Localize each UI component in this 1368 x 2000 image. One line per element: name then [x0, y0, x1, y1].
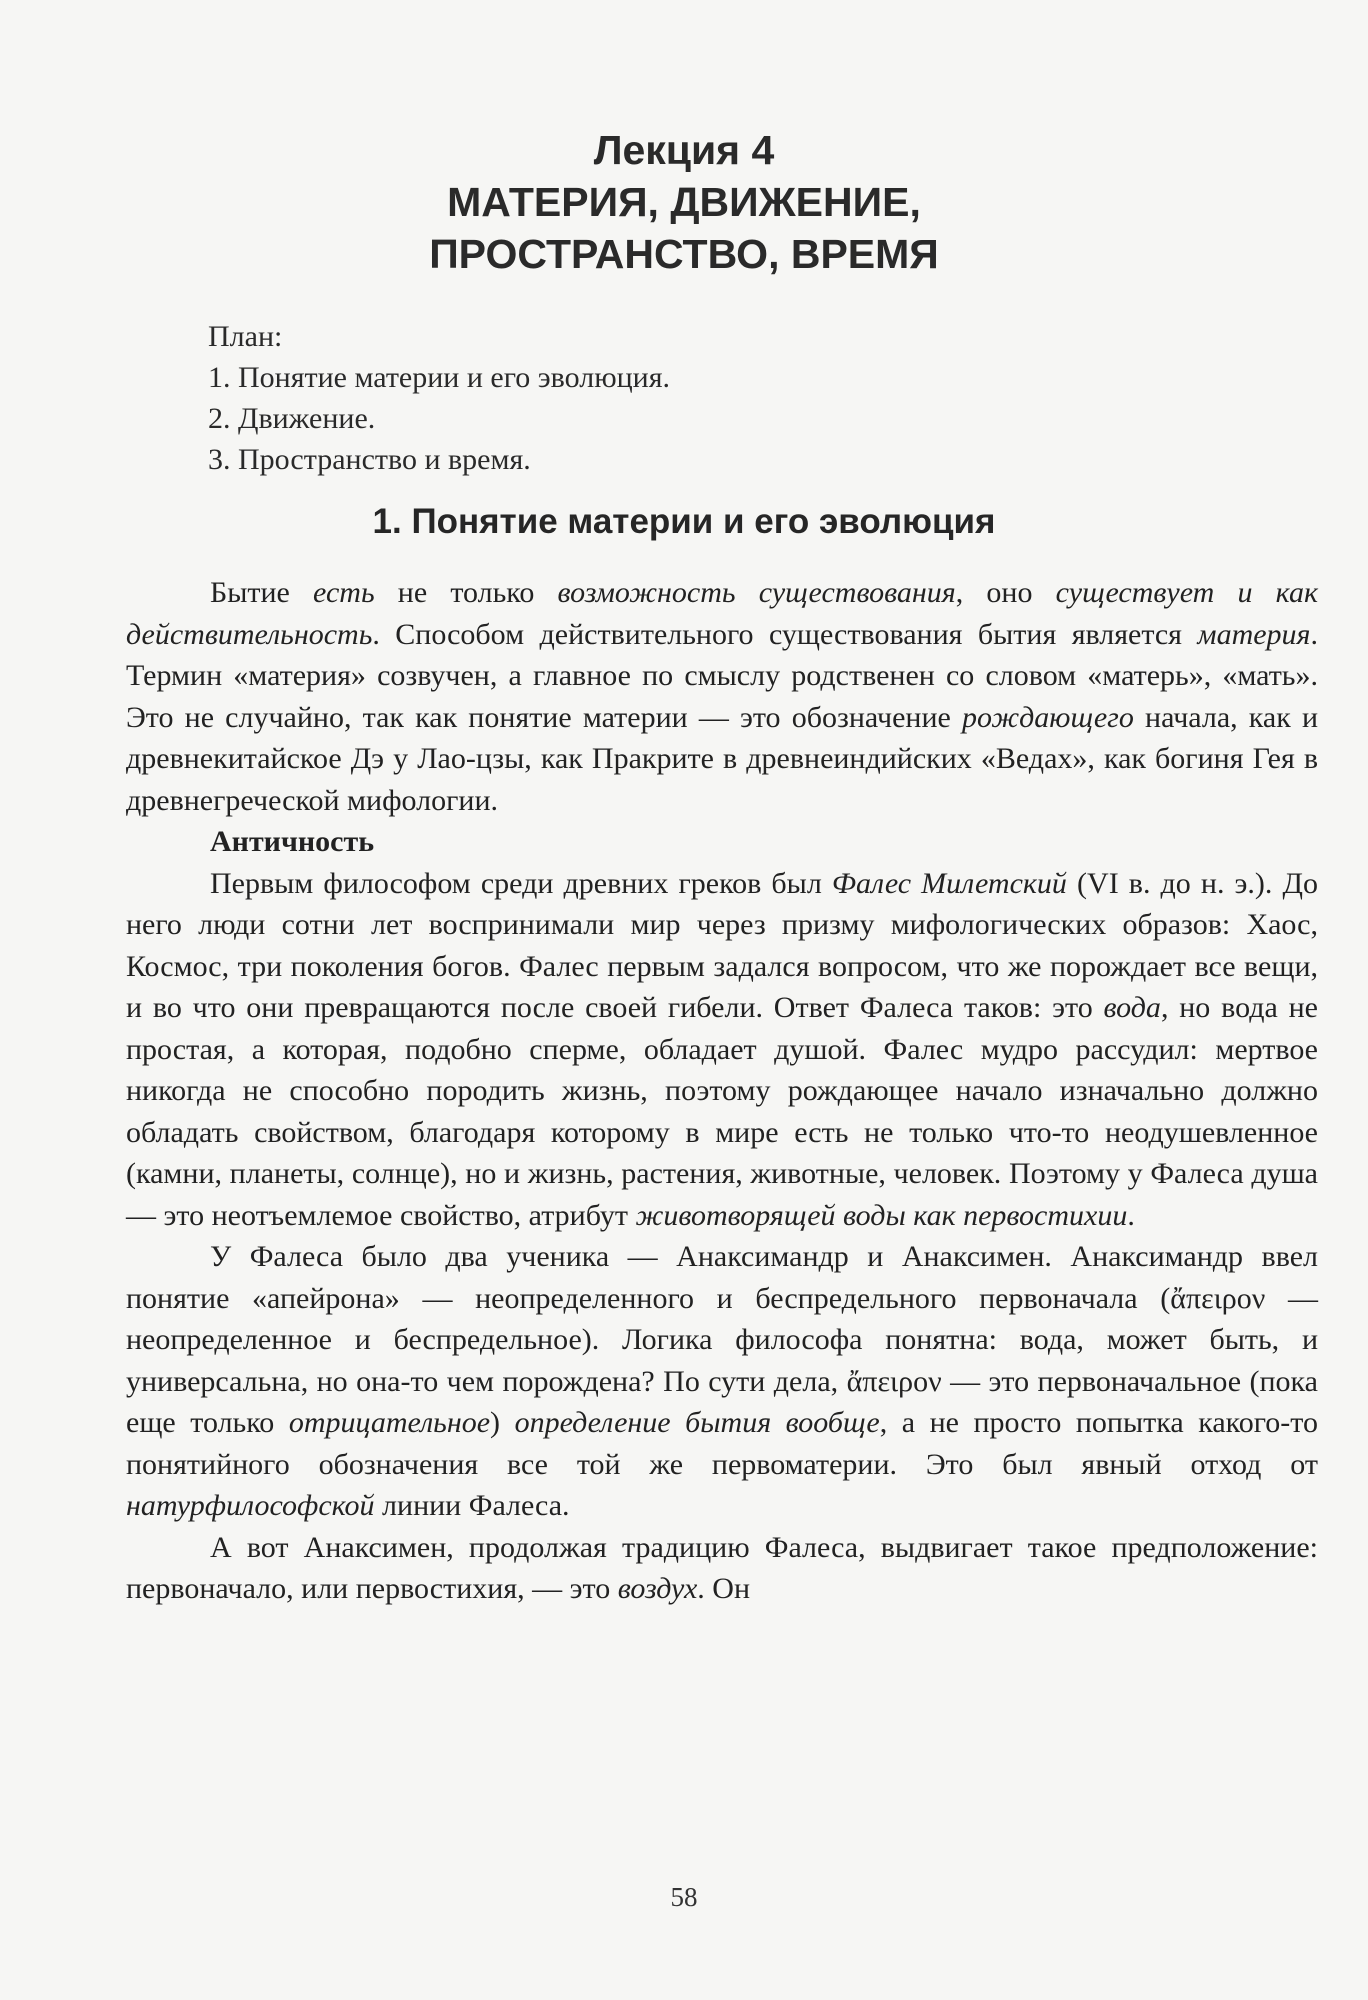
paragraph-1: Бытие есть не только возможность существования, оно существует и как действительность. Способом действительного существования бытия является материя. Термин «материя» созвучен, а главное по смыслу родственен со словом «матерь», «мать». Это не случайно, так как понятие материи — это обозначение рождающего начала, как и древнекитайское Дэ у Лао-цзы, как Пракрите в древнеиндийских «Ведах», как богиня Гея в древнегреческой мифологии. [126, 576, 1318, 817]
lecture-number: Лекция 4 [593, 127, 775, 173]
plan-item: 3. Пространство и время. [208, 443, 531, 476]
plan-item: 1. Понятие материи и его эволюция. [208, 361, 671, 394]
body-text [126, 572, 1318, 1610]
paragraph-2: Первым философом среди древних греков был Фалес Милетский (VI в. до н. э.). До него люди сотни лет воспринимали мир через призму мифологических образов: Хаос, Космос, три поколения богов. Фалес первым задался вопросом, что же порождает все вещи, и во что они превращаются после своей гибели. Ответ Фалеса таков: это вода, но вода не простая, а которая, подобно сперме, обладает душой. Фалес мудро рассудил: мертвое никогда не способно породить жизнь, поэтому рождающее начало изначально должно обладать свойством, благодаря которому в мире есть не только что-то неодушевленное (камни, планеты, солнце), но и жизнь, растения, животные, человек. Поэтому у Фалеса душа — это неотъемлемое свойство, атрибут животворящей воды как первостихии. [126, 866, 1318, 1232]
lecture-plan [208, 316, 670, 480]
page-number: 58 [670, 1882, 698, 1912]
paragraph-3: У Фалеса было два ученика — Анаксимандр и Анаксимен. Анаксимандр ввел понятие «апейрона» — неопределенного и беспредельного первоначала (ἄπειρον — неопределенное и беспредельное). Логика философа понятна: вода, может быть, и универсальна, но она-то чем порождена? По сути дела, ἄπειρον — это первоначальное (пока еще только отрицательное) определение бытия вообще, а не просто попытка какого-то понятийного обозначения все той же первоматерии. Это был явный отход от натурфилософской линии Фалеса. [126, 1240, 1318, 1522]
lecture-title-line-1: МАТЕРИЯ, ДВИЖЕНИЕ, [447, 179, 921, 225]
plan-item: 2. Движение. [208, 402, 376, 435]
plan-label: План: [208, 320, 283, 353]
paragraph-4: А вот Анаксимен, продолжая традицию Фалеса, выдвигает такое предположение: первоначало, или первостихия, — это воздух. Он [126, 1530, 1318, 1605]
section-title: 1. Понятие материи и его эволюция [372, 502, 996, 541]
lecture-title-line-2: ПРОСТРАНСТВО, ВРЕМЯ [429, 231, 939, 277]
subheading-antiquity: Античность [210, 825, 375, 858]
lecture-heading [0, 124, 1368, 280]
